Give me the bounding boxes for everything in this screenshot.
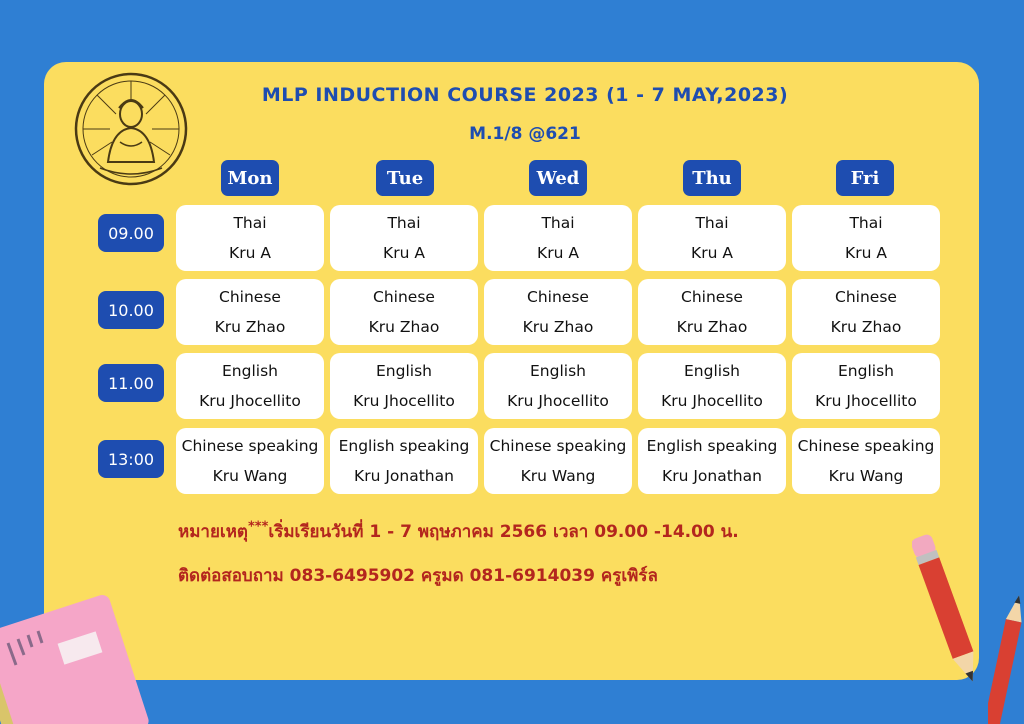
class-room-subtitle: M.1/8 @621: [469, 124, 581, 144]
teacher-label: Kru Jhocellito: [199, 392, 301, 410]
subject-label: Chinese speaking: [797, 437, 935, 455]
time-slot-1100: 11.00: [98, 364, 164, 402]
teacher-label: Kru Jonathan: [662, 467, 762, 485]
remark-prefix: หมายเหตุ: [178, 522, 248, 542]
class-cell: [484, 205, 632, 271]
subject-label: Chinese speaking: [181, 437, 319, 455]
contact-note: ติดต่อสอบถาม 083-6495902 ครูมด 081-6914039 ครูเพิร์ล: [178, 566, 658, 586]
subject-label: Thai: [541, 214, 575, 232]
class-cell: [638, 279, 786, 345]
day-header-wed: Wed: [529, 160, 587, 196]
subject-label: English speaking: [646, 437, 778, 455]
teacher-label: Kru Wang: [212, 467, 288, 485]
pencil-illustration: [988, 590, 1024, 724]
teacher-label: Kru Zhao: [368, 318, 440, 336]
subject-label: English: [838, 362, 894, 380]
teacher-label: Kru Zhao: [676, 318, 748, 336]
teacher-label: Kru Zhao: [214, 318, 286, 336]
teacher-label: Kru Jonathan: [354, 467, 454, 485]
teacher-label: Kru Jhocellito: [353, 392, 455, 410]
class-cell: [330, 205, 478, 271]
subject-label: English: [376, 362, 432, 380]
pencil-illustration: [912, 526, 982, 696]
teacher-label: Kru Wang: [520, 467, 596, 485]
time-slot-0900: 09.00: [98, 214, 164, 252]
day-header-tue: Tue: [376, 160, 434, 196]
class-cell: [638, 428, 786, 494]
teacher-label: Kru Zhao: [830, 318, 902, 336]
time-slot-1300: 13:00: [98, 440, 164, 478]
remark-stars: ***: [247, 519, 269, 535]
subject-label: Chinese: [527, 288, 589, 306]
class-cell: [176, 279, 324, 345]
page-title: MLP INDUCTION COURSE 2023 (1 - 7 MAY,2023): [261, 84, 789, 106]
subject-label: Chinese: [219, 288, 281, 306]
teacher-label: Kru A: [691, 244, 733, 262]
class-cell: [638, 353, 786, 419]
day-header-thu: Thu: [683, 160, 741, 196]
class-cell: [330, 428, 478, 494]
class-cell: [176, 353, 324, 419]
subject-label: English: [222, 362, 278, 380]
subject-label: Chinese speaking: [489, 437, 627, 455]
teacher-label: Kru Jhocellito: [815, 392, 917, 410]
school-seal-logo: [72, 70, 190, 188]
class-cell: [176, 205, 324, 271]
subject-label: English: [684, 362, 740, 380]
class-cell: [330, 279, 478, 345]
teacher-label: Kru Jhocellito: [507, 392, 609, 410]
class-cell: [792, 353, 940, 419]
remark-text: เริ่มเรียนวันที่ 1 - 7 พฤษภาคม 2566 เวลา 09.00 -14.00 น.: [268, 522, 739, 542]
subject-label: Thai: [387, 214, 421, 232]
day-header-fri: Fri: [836, 160, 894, 196]
subject-label: Thai: [695, 214, 729, 232]
teacher-label: Kru A: [537, 244, 579, 262]
teacher-label: Kru Zhao: [522, 318, 594, 336]
class-cell: [792, 205, 940, 271]
class-cell: [792, 428, 940, 494]
teacher-label: Kru Wang: [828, 467, 904, 485]
class-cell: [330, 353, 478, 419]
class-cell: [176, 428, 324, 494]
day-header-mon: Mon: [221, 160, 279, 196]
subject-label: English: [530, 362, 586, 380]
teacher-label: Kru A: [229, 244, 271, 262]
subject-label: English speaking: [338, 437, 470, 455]
teacher-label: Kru A: [845, 244, 887, 262]
subject-label: Thai: [849, 214, 883, 232]
class-cell: [484, 428, 632, 494]
class-cell: [484, 279, 632, 345]
teacher-label: Kru A: [383, 244, 425, 262]
subject-label: Chinese: [373, 288, 435, 306]
class-cell: [484, 353, 632, 419]
class-cell: [638, 205, 786, 271]
teacher-label: Kru Jhocellito: [661, 392, 763, 410]
subject-label: Chinese: [835, 288, 897, 306]
time-slot-1000: 10.00: [98, 291, 164, 329]
subject-label: Chinese: [681, 288, 743, 306]
class-cell: [792, 279, 940, 345]
notebook-illustration: [0, 585, 160, 724]
subject-label: Thai: [233, 214, 267, 232]
remark-note: [178, 518, 739, 545]
